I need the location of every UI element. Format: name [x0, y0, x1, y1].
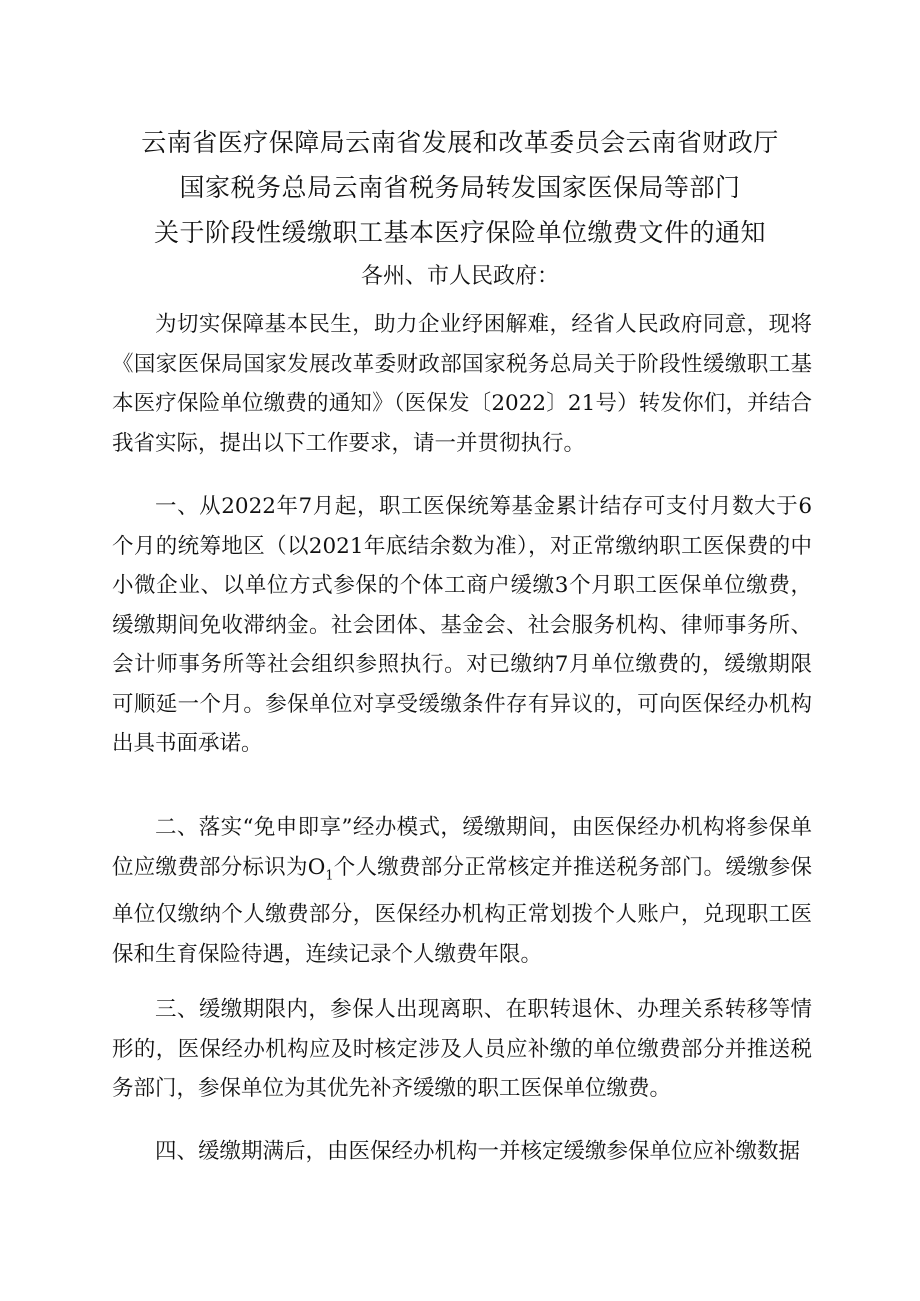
- paragraph-item-1: 一、从2022年7月起，职工医保统筹基金累计结存可支付月数大于6个月的统筹地区（以2021年底结余数为准），对正常缴纳职工医保费的中小微企业、以单位方式参保的个体工商户缓缴3个月职工医保单位缴费，缓缴期间免收滞纳金。社会团体、基金会、社会服务机构、律师事务所、会计师事务所等社会组织参照执行。对已缴纳7月单位缴费的，缓缴期限可顺延一个月。参保单位对享受缓缴条件存有异议的，可向医保经办机构出具书面承诺。: [112, 494, 812, 756]
- paragraph-item-2-text-a: 二、落实“免申即享”经办模式，缓缴期间，由医保经办机构将参保单位应缴费部分标识为: [112, 815, 812, 880]
- title-line-3: 关于阶段性缓缴职工基本医疗保险单位缴费文件的通知: [153, 218, 766, 247]
- title-line-2: 国家税务总局云南省税务局转发国家医保局等部门: [179, 173, 741, 202]
- symbol-o: O: [307, 854, 326, 880]
- paragraph-item-3: 三、缓缴期限内，参保人出现离职、在职转退休、办理关系转移等情形的，医保经办机构应及时核定涉及人员应补缴的单位缴费部分并推送税务部门，参保单位为其优先补齐缓缴的职工医保单位缴费。: [112, 997, 812, 1101]
- paragraph-intro: 为切实保障基本民生，助力企业纾困解难，经省人民政府同意，现将《国家医保局国家发展改革委财政部国家税务总局关于阶段性缓缴职工基本医疗保险单位缴费的通知》（医保发〔2022〕21号）转发你们，并结合我省实际，提出以下工作要求，请一并贯彻执行。: [112, 312, 812, 456]
- paragraph-item-2-text-b: 个人缴费部分正常核定并推送税务部门。缓缴参保单位仅缴纳个人缴费部分，医保经办机构正常划拨个人账户，兑现职工医保和生育保险待遇，连续记录个人缴费年限。: [112, 854, 812, 967]
- paragraph-item-4: 四、缓缴期满后，由医保经办机构一并核定缓缴参保单位应补缴数据: [155, 1139, 801, 1164]
- symbol-subscript: 1: [325, 867, 334, 883]
- title-line-1: 云南省医疗保障局云南省发展和改革委员会云南省财政厅: [141, 128, 779, 157]
- paragraph-item-2: [112, 808, 812, 974]
- salutation: 各州、市人民政府：: [360, 264, 559, 289]
